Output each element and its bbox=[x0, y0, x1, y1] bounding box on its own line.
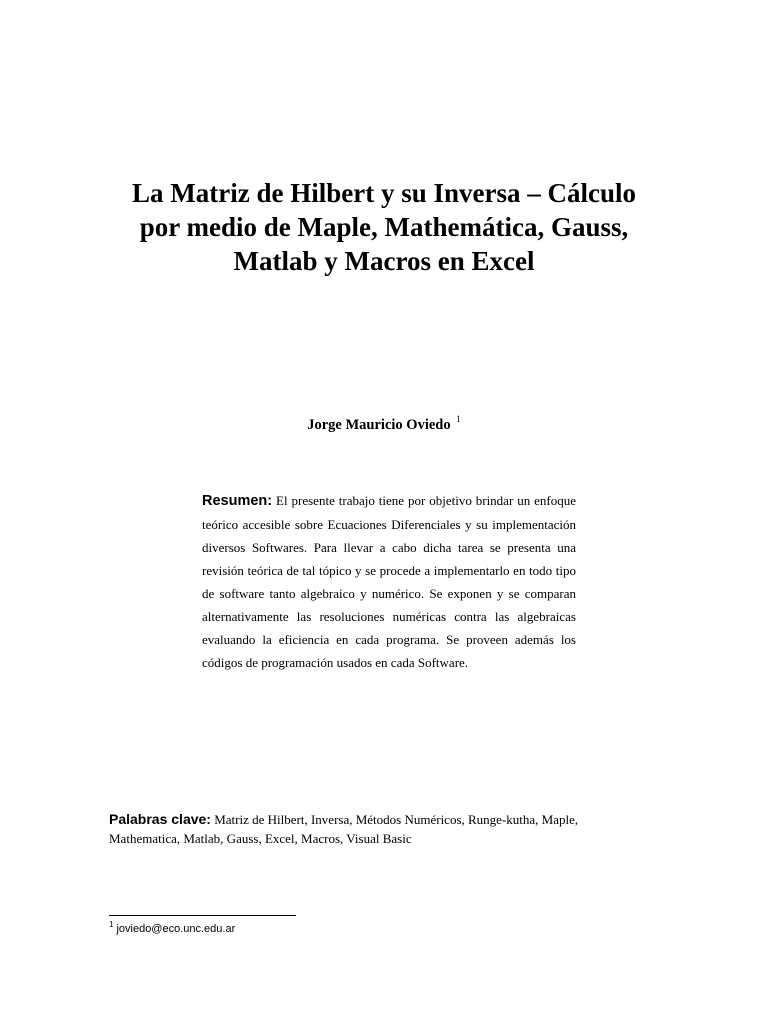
author-footnote-mark: 1 bbox=[456, 414, 461, 424]
title-line: por medio de Maple, Mathemática, Gauss, bbox=[139, 212, 629, 242]
title-line: La Matriz de Hilbert y su Inversa – Cálculo bbox=[132, 178, 636, 208]
keywords-text: Matriz de Hilbert, Inversa, Métodos Numéricos, Runge-kutha, Maple, Mathematica, Matlab, Gauss, Excel, Macros, Visual Basic bbox=[109, 812, 579, 846]
author-name: Jorge Mauricio Oviedo bbox=[307, 417, 451, 433]
abstract-text: El presente trabajo tiene por objetivo brindar un enfoque teórico accesible sobre Ecuaciones Diferenciales y su implementación diversos Softwares. Para llevar a cabo dicha tarea se presenta una revisión teórica de tal tópico y se procede a implementarlo en todo tipo de software tanto algebraico y numérico. Se exponen y se comparan alternativamente las resoluciones numéricas contra las algebraicas evaluando la eficiencia en cada programa. Se proveen además los códigos de programación usados en cada Software. bbox=[202, 493, 576, 670]
footnote-mark: 1 bbox=[109, 920, 114, 929]
abstract bbox=[202, 489, 576, 674]
keywords-label: Palabras clave: bbox=[109, 811, 211, 827]
author-line bbox=[0, 415, 768, 435]
footnote bbox=[109, 921, 235, 937]
footnote-email: joviedo@eco.unc.edu.ar bbox=[116, 923, 236, 935]
title-line: Matlab y Macros en Excel bbox=[233, 246, 535, 276]
footnote-separator bbox=[109, 915, 296, 916]
keywords bbox=[109, 810, 629, 848]
paper-title bbox=[84, 176, 684, 278]
abstract-label: Resumen: bbox=[202, 493, 273, 509]
